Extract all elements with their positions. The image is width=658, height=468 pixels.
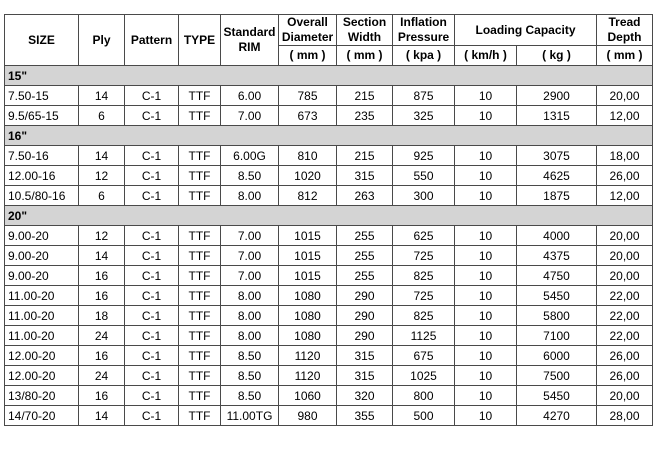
cell-tread-depth: 22,00: [597, 286, 653, 306]
cell-ply: 6: [79, 106, 125, 126]
cell-rim: 6.00G: [221, 146, 279, 166]
cell-speed: 10: [455, 246, 517, 266]
cell-load: 2900: [517, 86, 597, 106]
cell-ply: 14: [79, 246, 125, 266]
cell-ply: 16: [79, 386, 125, 406]
cell-type: TTF: [179, 386, 221, 406]
cell-inflation-pressure: 300: [393, 186, 455, 206]
cell-type: TTF: [179, 366, 221, 386]
cell-pattern: C-1: [125, 306, 179, 326]
cell-speed: 10: [455, 386, 517, 406]
cell-overall-diameter: 1080: [279, 326, 337, 346]
cell-inflation-pressure: 1025: [393, 366, 455, 386]
cell-inflation-pressure: 325: [393, 106, 455, 126]
cell-type: TTF: [179, 146, 221, 166]
cell-rim: 7.00: [221, 246, 279, 266]
header-size: SIZE: [5, 15, 79, 66]
cell-inflation-pressure: 675: [393, 346, 455, 366]
cell-pattern: C-1: [125, 346, 179, 366]
cell-section-width: 263: [337, 186, 393, 206]
cell-overall-diameter: 812: [279, 186, 337, 206]
cell-type: TTF: [179, 346, 221, 366]
cell-overall-diameter: 785: [279, 86, 337, 106]
cell-load: 1875: [517, 186, 597, 206]
cell-overall-diameter: 1080: [279, 306, 337, 326]
header-tread-depth-line2: Depth: [607, 30, 642, 44]
cell-rim: 8.50: [221, 366, 279, 386]
cell-section-width: 315: [337, 166, 393, 186]
cell-overall-diameter: 980: [279, 406, 337, 426]
cell-tread-depth: 20,00: [597, 226, 653, 246]
cell-overall-diameter: 1015: [279, 246, 337, 266]
header-overall-diameter-line1: Overall: [287, 15, 328, 29]
cell-pattern: C-1: [125, 366, 179, 386]
header-tread-depth: [597, 15, 653, 46]
tire-spec-table-container: [4, 14, 653, 426]
table-row: [5, 386, 653, 406]
cell-load: 3075: [517, 146, 597, 166]
cell-type: TTF: [179, 326, 221, 346]
cell-overall-diameter: 1060: [279, 386, 337, 406]
unit-overall-diameter: ( mm ): [279, 46, 337, 66]
cell-size: 11.00-20: [5, 306, 79, 326]
cell-inflation-pressure: 825: [393, 266, 455, 286]
cell-section-width: 320: [337, 386, 393, 406]
cell-size: 13/80-20: [5, 386, 79, 406]
cell-type: TTF: [179, 106, 221, 126]
cell-type: TTF: [179, 266, 221, 286]
cell-tread-depth: 26,00: [597, 366, 653, 386]
cell-load: 4750: [517, 266, 597, 286]
cell-ply: 16: [79, 266, 125, 286]
cell-rim: 6.00: [221, 86, 279, 106]
cell-load: 5450: [517, 386, 597, 406]
cell-tread-depth: 20,00: [597, 386, 653, 406]
cell-ply: 12: [79, 166, 125, 186]
unit-section-width: ( mm ): [337, 46, 393, 66]
cell-ply: 24: [79, 326, 125, 346]
cell-size: 14/70-20: [5, 406, 79, 426]
cell-type: TTF: [179, 186, 221, 206]
cell-section-width: 290: [337, 326, 393, 346]
cell-pattern: C-1: [125, 286, 179, 306]
header-standard-rim-line2: RIM: [238, 40, 261, 54]
group-row-15: [5, 66, 653, 86]
cell-ply: 14: [79, 146, 125, 166]
cell-speed: 10: [455, 286, 517, 306]
group-label: 16": [5, 126, 653, 146]
header-loading-capacity: Loading Capacity: [455, 15, 597, 46]
header-section-width-line2: Width: [347, 30, 382, 44]
cell-speed: 10: [455, 166, 517, 186]
cell-speed: 10: [455, 406, 517, 426]
cell-rim: 8.50: [221, 346, 279, 366]
table-row: [5, 146, 653, 166]
cell-section-width: 215: [337, 86, 393, 106]
cell-size: 9.00-20: [5, 246, 79, 266]
cell-inflation-pressure: 925: [393, 146, 455, 166]
table-row: [5, 186, 653, 206]
unit-load: ( kg ): [517, 46, 597, 66]
cell-ply: 14: [79, 406, 125, 426]
header-standard-rim: [221, 15, 279, 66]
cell-size: 12.00-16: [5, 166, 79, 186]
cell-load: 6000: [517, 346, 597, 366]
table-row: [5, 166, 653, 186]
cell-ply: 6: [79, 186, 125, 206]
cell-inflation-pressure: 725: [393, 286, 455, 306]
header-overall-diameter: [279, 15, 337, 46]
cell-pattern: C-1: [125, 226, 179, 246]
cell-overall-diameter: 1080: [279, 286, 337, 306]
cell-inflation-pressure: 500: [393, 406, 455, 426]
cell-section-width: 255: [337, 266, 393, 286]
cell-ply: 16: [79, 346, 125, 366]
cell-section-width: 290: [337, 306, 393, 326]
cell-size: 11.00-20: [5, 286, 79, 306]
table-row: [5, 86, 653, 106]
cell-speed: 10: [455, 86, 517, 106]
cell-tread-depth: 12,00: [597, 186, 653, 206]
cell-section-width: 315: [337, 366, 393, 386]
group-row-20: [5, 206, 653, 226]
cell-type: TTF: [179, 286, 221, 306]
cell-load: 4375: [517, 246, 597, 266]
cell-overall-diameter: 1015: [279, 226, 337, 246]
cell-tread-depth: 12,00: [597, 106, 653, 126]
cell-type: TTF: [179, 86, 221, 106]
cell-speed: 10: [455, 106, 517, 126]
cell-size: 9.5/65-15: [5, 106, 79, 126]
unit-speed: ( km/h ): [455, 46, 517, 66]
cell-type: TTF: [179, 166, 221, 186]
cell-speed: 10: [455, 366, 517, 386]
cell-size: 7.50-16: [5, 146, 79, 166]
header-standard-rim-line1: Standard: [223, 25, 276, 39]
table-row: [5, 266, 653, 286]
cell-inflation-pressure: 1125: [393, 326, 455, 346]
group-label: 15": [5, 66, 653, 86]
cell-pattern: C-1: [125, 406, 179, 426]
cell-overall-diameter: 1020: [279, 166, 337, 186]
header-inflation-pressure: [393, 15, 455, 46]
header-tread-depth-line1: Tread: [608, 15, 641, 29]
cell-speed: 10: [455, 186, 517, 206]
cell-rim: 8.50: [221, 386, 279, 406]
cell-rim: 7.00: [221, 226, 279, 246]
cell-size: 11.00-20: [5, 326, 79, 346]
cell-tread-depth: 26,00: [597, 166, 653, 186]
cell-ply: 18: [79, 306, 125, 326]
cell-rim: 7.00: [221, 266, 279, 286]
table-row: [5, 406, 653, 426]
cell-pattern: C-1: [125, 326, 179, 346]
table-row: [5, 346, 653, 366]
cell-speed: 10: [455, 326, 517, 346]
cell-overall-diameter: 1015: [279, 266, 337, 286]
cell-load: 5450: [517, 286, 597, 306]
cell-ply: 14: [79, 86, 125, 106]
table-row: [5, 366, 653, 386]
cell-type: TTF: [179, 406, 221, 426]
cell-pattern: C-1: [125, 246, 179, 266]
cell-size: 12.00-20: [5, 366, 79, 386]
cell-rim: 8.00: [221, 286, 279, 306]
cell-inflation-pressure: 800: [393, 386, 455, 406]
cell-pattern: C-1: [125, 186, 179, 206]
table-row: [5, 326, 653, 346]
cell-ply: 24: [79, 366, 125, 386]
cell-size: 9.00-20: [5, 266, 79, 286]
cell-type: TTF: [179, 246, 221, 266]
cell-rim: 8.50: [221, 166, 279, 186]
cell-overall-diameter: 1120: [279, 366, 337, 386]
cell-section-width: 215: [337, 146, 393, 166]
cell-section-width: 290: [337, 286, 393, 306]
cell-pattern: C-1: [125, 166, 179, 186]
group-label: 20": [5, 206, 653, 226]
cell-overall-diameter: 673: [279, 106, 337, 126]
cell-type: TTF: [179, 306, 221, 326]
cell-load: 7100: [517, 326, 597, 346]
table-row: [5, 226, 653, 246]
cell-speed: 10: [455, 346, 517, 366]
cell-tread-depth: 20,00: [597, 266, 653, 286]
cell-pattern: C-1: [125, 86, 179, 106]
cell-rim: 8.00: [221, 306, 279, 326]
cell-tread-depth: 28,00: [597, 406, 653, 426]
cell-section-width: 235: [337, 106, 393, 126]
cell-inflation-pressure: 550: [393, 166, 455, 186]
cell-inflation-pressure: 875: [393, 86, 455, 106]
cell-pattern: C-1: [125, 106, 179, 126]
cell-tread-depth: 20,00: [597, 246, 653, 266]
cell-inflation-pressure: 825: [393, 306, 455, 326]
cell-size: 10.5/80-16: [5, 186, 79, 206]
cell-section-width: 355: [337, 406, 393, 426]
cell-ply: 16: [79, 286, 125, 306]
cell-tread-depth: 20,00: [597, 86, 653, 106]
cell-inflation-pressure: 625: [393, 226, 455, 246]
cell-inflation-pressure: 725: [393, 246, 455, 266]
cell-speed: 10: [455, 226, 517, 246]
cell-load: 7500: [517, 366, 597, 386]
table-row: [5, 246, 653, 266]
table-row: [5, 106, 653, 126]
cell-section-width: 255: [337, 246, 393, 266]
cell-overall-diameter: 810: [279, 146, 337, 166]
cell-overall-diameter: 1120: [279, 346, 337, 366]
cell-speed: 10: [455, 306, 517, 326]
table-body: [5, 66, 653, 426]
header-pattern: Pattern: [125, 15, 179, 66]
cell-tread-depth: 26,00: [597, 346, 653, 366]
cell-rim: 11.00TG: [221, 406, 279, 426]
cell-pattern: C-1: [125, 266, 179, 286]
cell-speed: 10: [455, 266, 517, 286]
cell-rim: 8.00: [221, 326, 279, 346]
table-row: [5, 306, 653, 326]
cell-size: 9.00-20: [5, 226, 79, 246]
cell-load: 4000: [517, 226, 597, 246]
cell-rim: 8.00: [221, 186, 279, 206]
header-inflation-pressure-line1: Inflation: [400, 15, 447, 29]
cell-ply: 12: [79, 226, 125, 246]
cell-load: 4270: [517, 406, 597, 426]
table-row: [5, 286, 653, 306]
tire-spec-table: [4, 14, 653, 426]
cell-load: 5800: [517, 306, 597, 326]
cell-rim: 7.00: [221, 106, 279, 126]
header-type: TYPE: [179, 15, 221, 66]
cell-pattern: C-1: [125, 386, 179, 406]
unit-inflation-pressure: ( kpa ): [393, 46, 455, 66]
group-row-16: [5, 126, 653, 146]
cell-load: 1315: [517, 106, 597, 126]
cell-size: 7.50-15: [5, 86, 79, 106]
header-ply: Ply: [79, 15, 125, 66]
cell-tread-depth: 22,00: [597, 326, 653, 346]
cell-tread-depth: 18,00: [597, 146, 653, 166]
unit-tread-depth: ( mm ): [597, 46, 653, 66]
cell-size: 12.00-20: [5, 346, 79, 366]
header-section-width-line1: Section: [342, 15, 387, 29]
header-overall-diameter-line2: Diameter: [281, 30, 334, 44]
header-section-width: [337, 15, 393, 46]
cell-pattern: C-1: [125, 146, 179, 166]
cell-tread-depth: 22,00: [597, 306, 653, 326]
cell-load: 4625: [517, 166, 597, 186]
cell-section-width: 315: [337, 346, 393, 366]
cell-section-width: 255: [337, 226, 393, 246]
header-inflation-pressure-line2: Pressure: [397, 30, 450, 44]
cell-speed: 10: [455, 146, 517, 166]
cell-type: TTF: [179, 226, 221, 246]
